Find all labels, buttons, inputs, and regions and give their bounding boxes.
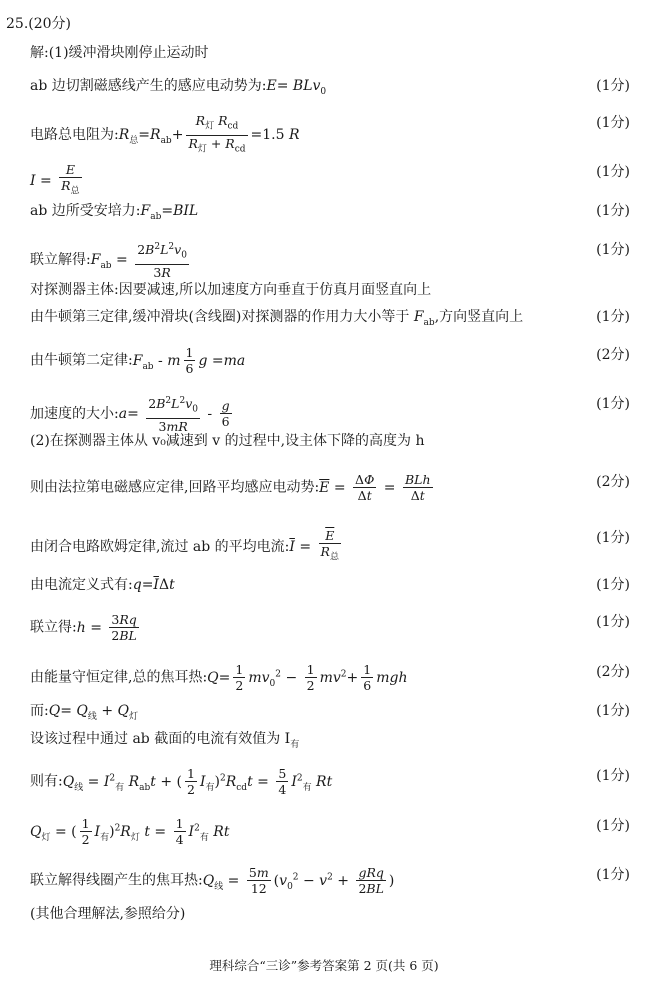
line-newton2: 由牛顿第二定律$:F_{ab}$ - m $\frac{1}{6}$ g =ma (30, 345, 246, 376)
line-energy: 由能量守恒定律,总的焦耳热:Q= $\frac{1}{2}$ $mv_0^2$ − $\frac{1}{2}$ $mv^2+$ $\frac{1}{6}$ mgh (30, 662, 408, 693)
score-16: (1分) (596, 818, 630, 834)
line-rms: 设该过程中通过 ab 截面的电流有效值为 $I_有$ (30, 731, 300, 750)
score-5: (1分) (596, 242, 630, 258)
score-11: (1分) (596, 577, 630, 593)
score-7: (2分) (596, 347, 630, 363)
score-3: (1分) (596, 164, 630, 180)
line-emf: ab 边切割磁感线产生的感应电动势为:E= BLv$_0$ (30, 78, 327, 97)
page-footer: 理科综合“三诊”参考答案第 2 页(共 6 页) (209, 958, 439, 973)
line-current-I: I = $\frac{E}{R_总}$ (30, 162, 80, 197)
line-charge: 由电流定义式有$:q=\overline{I}\Delta t$ (30, 577, 175, 593)
line-ampere-force: ab 边所受安培力$:F_{ab}=BIL$ (30, 203, 199, 222)
line-q-lamp: $Q_灯$ = ( $\frac{1}{2}$ $I_有)^2R_灯$ t = $\frac{1}{4}$ $I^2_有$ Rt (30, 816, 230, 847)
score-4: (1分) (596, 203, 630, 219)
score-13: (2分) (596, 664, 630, 680)
score-1: (1分) (596, 78, 630, 94)
line-q-coil: 则有$:Q_线 = I^2_有$ $R_{ab}t$ + ( $\frac{1}{2}$ $I_有)^2R_{cd}t$ = $\frac{5}{4}$ $I^2_有$ Rt (30, 766, 333, 797)
score-8: (1分) (596, 396, 630, 412)
line-other-methods: (其他合理解法,参照给分) (30, 906, 186, 922)
line-final: 联立解得线圈产生的焦耳热$:Q_线$ = $\frac{5m}{12}$ ($v_0^2 - v^2$ + $\frac{\text{gRq}}{2BL}$ ) (30, 865, 395, 896)
score-2: (1分) (596, 115, 630, 131)
score-14: (1分) (596, 703, 630, 719)
line-body: 对探测器主体:因要减速,所以加速度方向垂直于仿真月面竖直向上 (30, 282, 432, 298)
score-17: (1分) (596, 867, 630, 883)
score-6: (1分) (596, 309, 630, 325)
solution-intro: 解:(1)缓冲滑块刚停止运动时 (30, 45, 209, 61)
score-15: (1分) (596, 768, 630, 784)
score-10: (1分) (596, 530, 630, 546)
line-q-sum: 而:Q= $Q_线 + Q_灯$ (30, 703, 139, 722)
line-part2: (2)在探测器主体从 v₀减速到 v 的过程中,设主体下降的高度为 h (30, 433, 425, 449)
line-faraday: 则由法拉第电磁感应定律,回路平均感应电动势$:\overline{E}$ = $\frac{\Delta\Phi}{\Delta t}$ = $\frac{\text{BLh}}{\Delta t}$ (30, 472, 431, 503)
line-force-result: 联立解得$:F_{ab}$ = $\frac{2B^2L^2v_0}{3R}$ (30, 242, 187, 280)
line-newton3: 由牛顿第三定律,缓冲滑块(含线圈)对探测器的作用力大小等于 $F_{ab}$,方向竖直向上 (30, 309, 524, 328)
score-12: (1分) (596, 614, 630, 630)
line-ohm: 由闭合电路欧姆定律,流过 ab 的平均电流$:\overline{I}$ = $\frac{\overline{E}}{R_总}$ (30, 528, 339, 563)
line-height: 联立得:h = $\frac{3Rq}{2BL}$ (30, 612, 137, 643)
score-9: (2分) (596, 474, 630, 490)
question-number: 25.(20分) (6, 16, 72, 32)
line-total-resistance: 电路总电阻为$:R_总=R_{ab}+$ $\frac{R_灯 R_{cd}}{R_灯 + R_{cd}}$ =1.5 R (30, 113, 300, 154)
line-acceleration: 加速度的大小:a= $\frac{2B^2L^2v_0}{3mR}$ - $\frac{g}{6}$ (30, 396, 230, 434)
